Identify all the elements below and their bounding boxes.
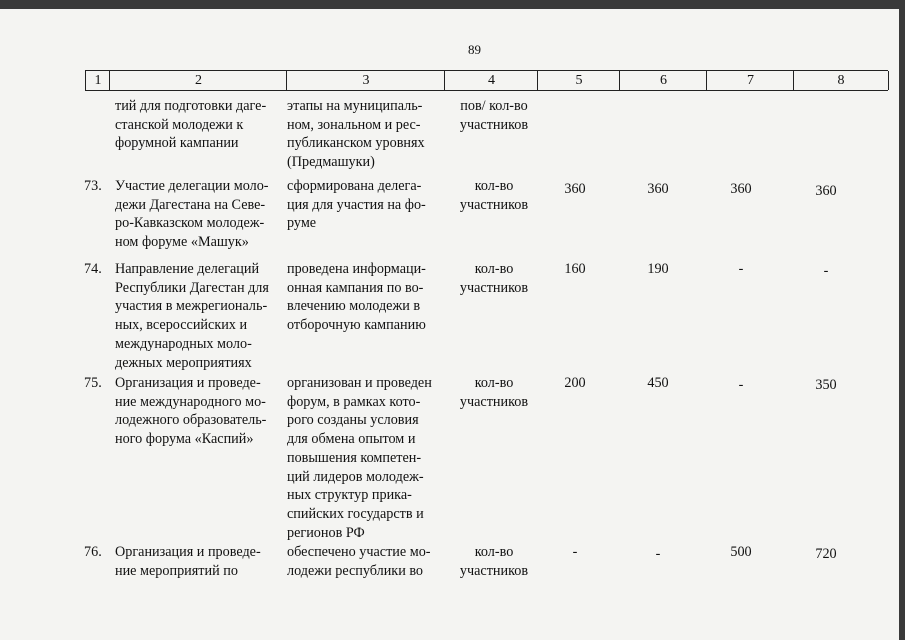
row-unit: кол-во участников xyxy=(459,261,529,296)
row-value-5: 200 xyxy=(564,375,586,391)
row-value-8: - xyxy=(823,263,829,279)
row-description: Участие делегации моло- дежи Дагестана на Севе- ро-Кавказском молодеж- ном форуме «Машук» xyxy=(115,178,269,251)
row-value-5: 360 xyxy=(564,181,586,197)
table-header xyxy=(85,70,888,91)
row-value-7: 500 xyxy=(730,544,752,560)
row-unit: кол-во участников xyxy=(459,375,529,410)
header-col-4: 4 xyxy=(444,71,538,90)
scan-edge-top xyxy=(0,0,905,9)
row-result: сформирована делега- ция для участия на фо- руме xyxy=(287,178,426,232)
header-col-7: 7 xyxy=(706,71,794,90)
row-description: Организация и проведе- ние международного мо- лодежного образователь- ного форума «Каспий» xyxy=(115,375,267,448)
row-value-8: 350 xyxy=(815,377,837,393)
page-number: 89 xyxy=(468,42,481,57)
row-value-7: - xyxy=(738,377,744,393)
row-number: 75. xyxy=(84,375,102,391)
row-description: тий для подготовки даге- станской молодежи к форумной кампании xyxy=(115,98,267,152)
scan-edge-right xyxy=(899,0,905,640)
row-number: 74. xyxy=(84,261,102,277)
row-value-6: 190 xyxy=(647,261,669,277)
header-col-8: 8 xyxy=(793,71,889,90)
row-description: Организация и проведе- ние мероприятий по xyxy=(115,544,261,579)
row-description: Направление делегаций Республики Дагестан для участия в межрегиональ- ных, всероссийских и международных моло- дежных мероприятиях xyxy=(115,261,269,371)
row-value-6: 450 xyxy=(647,375,669,391)
row-value-7: 360 xyxy=(730,181,752,197)
header-col-3: 3 xyxy=(286,71,445,90)
row-value-8: 360 xyxy=(815,183,837,199)
row-number: 73. xyxy=(84,178,102,194)
header-col-1: 1 xyxy=(85,71,110,90)
row-value-8: 720 xyxy=(815,546,837,562)
row-value-6: - xyxy=(655,546,661,562)
row-number: 76. xyxy=(84,544,102,560)
row-value-7: - xyxy=(738,261,744,277)
row-result: организован и проведен форум, в рамках кото- рого созданы условия для обмена опытом и повышения компетен- ций лидеров молодеж- ных структур прика- спийских государств и регионов РФ xyxy=(287,375,432,541)
header-col-5: 5 xyxy=(537,71,620,90)
header-col-6: 6 xyxy=(619,71,707,90)
row-value-5: - xyxy=(572,544,578,560)
row-unit: кол-во участников xyxy=(459,178,529,213)
row-result: обеспечено участие мо- лодежи республики во xyxy=(287,544,431,579)
row-result: этапы на муниципаль- ном, зональном и рес- публиканском уровнях (Предмашуки) xyxy=(287,98,425,171)
header-col-2: 2 xyxy=(109,71,287,90)
row-result: проведена информаци- онная кампания по во- влечению молодежи в отборочную кампанию xyxy=(287,261,426,334)
row-value-6: 360 xyxy=(647,181,669,197)
row-unit: пов/ кол-во участников xyxy=(459,98,529,133)
row-value-5: 160 xyxy=(564,261,586,277)
row-unit: кол-во участников xyxy=(459,544,529,579)
